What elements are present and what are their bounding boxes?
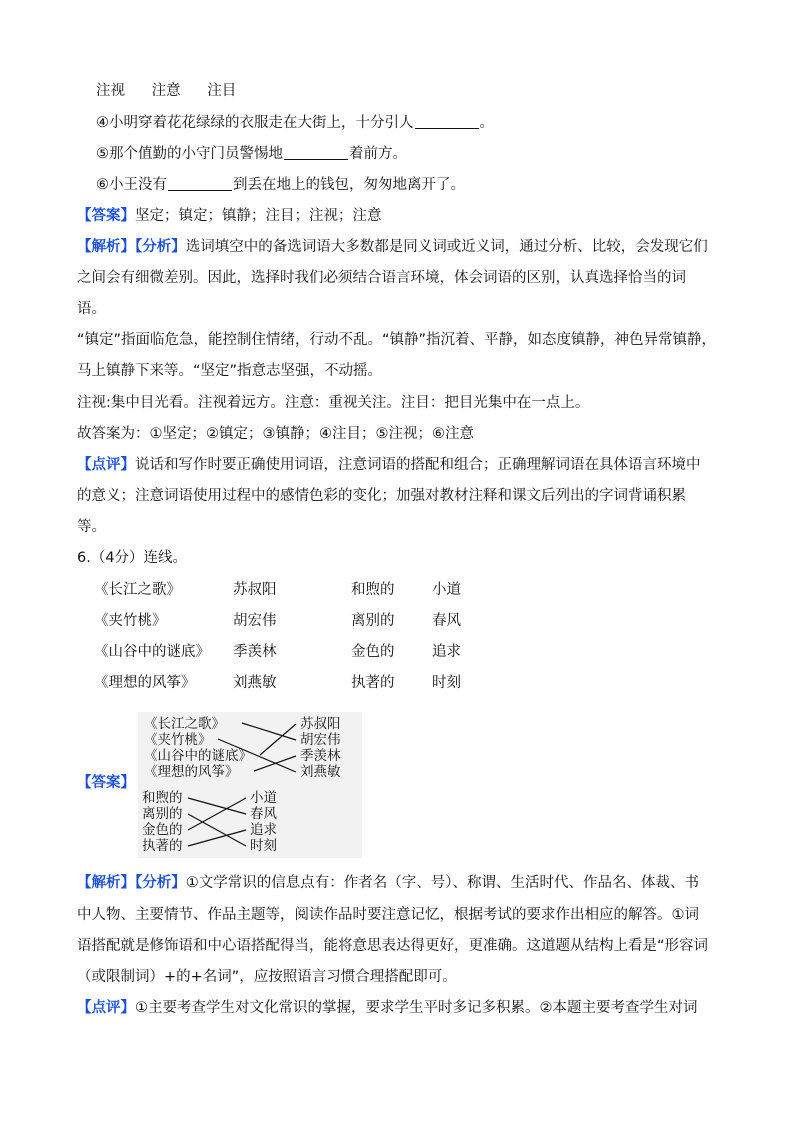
comment-line [77, 998, 698, 1018]
image-noun: 时刻 [250, 838, 277, 854]
analysis-text: 注视:集中目光看。注视着远方。注意：重视关注。注目：把目光集中在一点上。 [77, 395, 590, 411]
analysis-text: （或限制词）+的+名词”，应按照语言习惯合理搭配即可。 [77, 969, 457, 985]
match-title: 《理想的风筝》 [94, 675, 196, 691]
answer-image [138, 712, 362, 858]
comment-text: 说话和写作时要正确使用词语，注意词语的搭配和组合；正确理解词语在具体语言环境中 [135, 457, 701, 473]
answer-blank [168, 176, 232, 191]
analysis-text: 语。 [77, 301, 106, 317]
analysis-line [77, 237, 708, 257]
connection-line [188, 798, 246, 814]
question-item-6 [96, 175, 465, 195]
match-noun: 春风 [432, 613, 461, 629]
question-item-5 [96, 144, 407, 164]
connection-line [188, 798, 246, 830]
comment-text: 的意义；注意词语使用过程中的感情色彩的变化；加强对教材注释和课文后列出的字词背诵积累 [77, 488, 686, 504]
image-author: 刘燕敏 [300, 764, 341, 780]
analysis-text: 语搭配就是修饰语和中心语搭配得当，能将意思表达得更好，更准确。这道题从结构上看是“形容词 [77, 938, 709, 954]
match-author: 胡宏伟 [233, 613, 277, 629]
item-text: 。 [479, 115, 494, 131]
comment-tag: 【点评】 [77, 1000, 135, 1016]
analysis-tag: 【解析】【分析】 [77, 875, 186, 891]
image-adjective: 和煦的 [142, 790, 183, 806]
analysis-tag: 【解析】【分析】 [77, 239, 186, 255]
answer-lines-drawing [138, 712, 362, 858]
item-text: 着前方。 [349, 146, 407, 162]
match-author: 季羡林 [233, 644, 277, 660]
image-title: 《长江之歌》 [144, 716, 225, 732]
image-adjective: 执著的 [142, 838, 183, 854]
analysis-text: 中人物、主要情节、作品主题等，阅读作品时要注意记忆，根据考试的要求作出相应的解答。①词 [77, 907, 699, 923]
image-author: 苏叔阳 [300, 716, 341, 732]
question-title: 6.（4分）连线。 [77, 550, 188, 566]
comment-text: ①主要考查学生对文化常识的掌握，要求学生平时多记多积累。②本题主要考查学生对词 [135, 1000, 698, 1016]
analysis-text: 选词填空中的备选词语大多数都是同义词或近义词，通过分析、比较，会发现它们 [185, 239, 708, 255]
image-title: 《理想的风筝》 [144, 764, 239, 780]
option-word: 注视 [96, 83, 125, 99]
analysis-text: ①文学常识的信息点有：作者名（字、号）、称谓、生活时代、作品名、体裁、书 [185, 875, 699, 891]
match-noun: 小道 [432, 582, 461, 598]
answer-tag: 【答案】 [77, 208, 135, 224]
item-text: ⑥小王没有 [96, 177, 167, 193]
item-text: ④小明穿着花花绿绿的衣服走在大街上，十分引人 [96, 115, 414, 131]
item-text: ⑤那个值勤的小守门员警惕地 [96, 146, 283, 162]
answer-line [77, 773, 135, 793]
image-author: 胡宏伟 [300, 732, 341, 748]
analysis-text: “镇定”指面临危急，能控制住情绪，行动不乱。“镇静”指沉着、平静，如态度镇静，神色异常镇静， [77, 332, 717, 348]
match-author: 苏叔阳 [233, 582, 277, 598]
match-title: 《夹竹桃》 [94, 613, 167, 629]
image-noun: 追求 [250, 822, 277, 838]
image-author: 季羡林 [300, 748, 341, 764]
option-word: 注意 [151, 83, 181, 99]
image-adjective: 离别的 [142, 806, 183, 822]
analysis-text: 故答案为：①坚定；②镇定；③镇静；④注目；⑤注视；⑥注意 [77, 426, 474, 442]
answer-blank [284, 145, 348, 160]
connection-line [260, 724, 296, 755]
analysis-line [77, 873, 699, 893]
item-text: 到丢在地上的钱包，匆匆地离开了。 [233, 177, 465, 193]
match-adjective: 离别的 [351, 613, 395, 629]
match-author: 刘燕敏 [233, 675, 277, 691]
match-noun: 追求 [432, 644, 461, 660]
question-item-4 [96, 113, 494, 133]
answer-blank [415, 114, 479, 129]
answer-text: 坚定；镇定；镇静；注目；注视；注意 [135, 208, 382, 224]
image-noun: 小道 [250, 790, 277, 806]
match-title: 《山谷中的谜底》 [94, 644, 210, 660]
match-adjective: 执著的 [351, 675, 395, 691]
connection-line [188, 814, 246, 846]
match-title: 《长江之歌》 [94, 582, 181, 598]
match-adjective: 金色的 [351, 644, 395, 660]
image-adjective: 金色的 [142, 822, 183, 838]
analysis-text: 马上镇静下来等。“坚定”指意志坚强，不动摇。 [77, 363, 383, 379]
match-adjective: 和煦的 [351, 582, 395, 598]
analysis-text: 之间会有细微差别。因此，选择时我们必须结合语言环境，体会词语的区别，认真选择恰当的词 [77, 270, 686, 286]
comment-text: 等。 [77, 519, 106, 535]
connection-line [188, 830, 246, 846]
word-options [96, 81, 236, 101]
image-noun: 春风 [250, 806, 277, 822]
match-noun: 时刻 [432, 675, 461, 691]
option-word: 注目 [207, 83, 237, 99]
comment-line [77, 455, 701, 475]
image-title: 《夹竹桃》 [144, 732, 212, 748]
answer-tag: 【答案】 [77, 775, 135, 791]
image-title: 《山谷中的谜底》 [144, 748, 252, 764]
answer-line [77, 206, 382, 226]
comment-tag: 【点评】 [77, 457, 135, 473]
